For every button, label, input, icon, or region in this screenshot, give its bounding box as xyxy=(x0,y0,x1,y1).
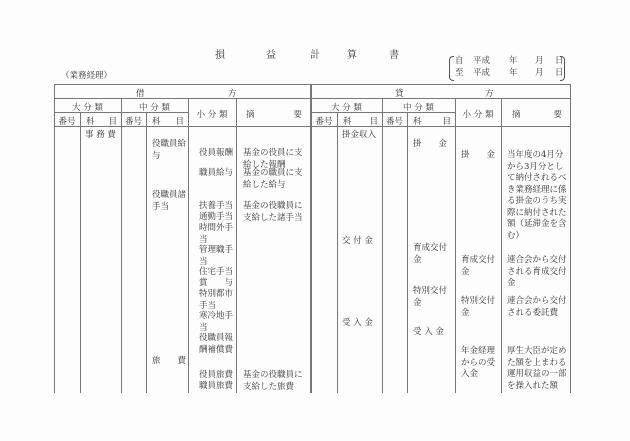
debit-small-item: 職員給与 xyxy=(199,168,234,178)
credit-mid-item: 掛 金 xyxy=(413,139,448,149)
credit-small-item: 掛 金 xyxy=(461,150,496,160)
credit-mid-item: 受 入 金 xyxy=(413,327,444,337)
period-from-label: 自 xyxy=(455,56,464,66)
period-from-day: 日 xyxy=(555,56,564,66)
credit-large-item: 受 入 金 xyxy=(342,318,373,328)
credit-small-class-header: 小 分 類 xyxy=(462,110,494,120)
debit-mid-number-header: 番号 xyxy=(124,117,142,127)
credit-mid-number-header: 番号 xyxy=(385,117,403,127)
debit-mid-item-header: 科 目 xyxy=(152,117,184,127)
debit-header-char: 方 xyxy=(228,89,237,99)
credit-summary: 連合会から交付される育成交付金 xyxy=(507,255,567,288)
period-from-month: 月 xyxy=(535,56,544,66)
credit-summary: 厚生大臣が定めた額を上まわる運用収益の一部を操入れた額 xyxy=(507,346,567,391)
credit-header-char: 方 xyxy=(485,89,494,99)
debit-summary: 基金の役職員に支給した諸手当 xyxy=(243,201,303,223)
subtitle: （業務経理） xyxy=(61,71,113,81)
debit-large-number-header: 番号 xyxy=(58,117,76,127)
debit-small-item: 賞 与 xyxy=(199,278,234,288)
title-char: 損 xyxy=(215,50,225,61)
debit-summary: 基金の役員に支給した報酬 xyxy=(243,148,303,170)
credit-mid-item-header: 科 目 xyxy=(413,117,451,127)
period-from-era: 平成 xyxy=(473,56,491,66)
period-from-year: 年 xyxy=(509,56,518,66)
debit-mid-class-header: 中 分 類 xyxy=(139,103,170,113)
debit-small-item: 役員報酬 xyxy=(199,148,234,158)
debit-mid-item: 役職員諸手当 xyxy=(152,190,187,212)
credit-mid-class-header: 中 分 類 xyxy=(403,103,434,113)
credit-large-class-header: 大 分 類 xyxy=(331,103,362,113)
debit-summary-header: 摘 要 xyxy=(246,110,302,120)
period-to-era: 平成 xyxy=(473,68,491,78)
debit-large-item: 事 務 費 xyxy=(85,130,116,140)
debit-mid-item: 役職員給与 xyxy=(152,139,187,161)
debit-small-item: 特別都市手当 xyxy=(199,289,234,311)
title-char: 益 xyxy=(266,50,276,61)
debit-small-item: 役員旅費 xyxy=(199,370,234,380)
title-char: 計 xyxy=(310,50,320,61)
credit-summary: 連合会から交付される委託費 xyxy=(507,296,567,318)
period-to-day: 日 xyxy=(555,68,564,78)
debit-mid-item: 旅 費 xyxy=(152,356,187,366)
debit-summary: 基金の役職員に支給した旅費 xyxy=(243,370,303,392)
debit-small-item: 管理職手当 xyxy=(199,245,234,267)
debit-small-item: 扶養手当 xyxy=(199,201,234,211)
credit-large-item-header: 科 目 xyxy=(343,117,378,127)
period-to-year: 年 xyxy=(509,68,518,78)
debit-small-item: 住宅手当 xyxy=(199,267,234,277)
debit-small-item: 役職員報酬補償費 xyxy=(199,333,234,355)
title-char: 算 xyxy=(347,50,357,61)
debit-large-class-header: 大 分 類 xyxy=(72,103,103,113)
debit-small-item: 職員旅費 xyxy=(199,381,234,391)
period-to-label: 至 xyxy=(455,68,464,78)
debit-small-item: 通勤手当 xyxy=(199,212,234,222)
credit-small-item: 育成交付金 xyxy=(461,255,496,277)
credit-small-item: 特別交付金 xyxy=(461,296,496,318)
debit-large-item-header: 科 目 xyxy=(86,117,117,127)
debit-small-item: 寒冷地手当 xyxy=(199,311,234,333)
debit-header-char: 借 xyxy=(136,89,145,99)
period-box xyxy=(449,55,565,81)
credit-large-number-header: 番号 xyxy=(315,117,333,127)
credit-mid-item: 特別交付金 xyxy=(413,286,448,308)
title-char: 書 xyxy=(389,50,399,61)
credit-large-item: 交 付 金 xyxy=(342,236,373,246)
credit-small-item: 年金経理からの受入金 xyxy=(461,346,496,379)
credit-summary-header: 摘 要 xyxy=(512,110,562,120)
credit-header-char: 貸 xyxy=(395,89,404,99)
debit-small-class-header: 小 分 類 xyxy=(196,110,228,120)
credit-large-item: 掛金収入 xyxy=(342,130,377,140)
debit-summary: 基金の職員に支給した給与 xyxy=(243,168,303,190)
credit-mid-item: 育成交付金 xyxy=(413,243,448,265)
period-to-month: 月 xyxy=(535,68,544,78)
debit-small-item: 時間外手当 xyxy=(199,223,234,245)
bracket-left xyxy=(449,56,454,81)
credit-summary: 当年度の4月分から3月分として納付されるべき業務経理に係る掛金のうち実際に納付された額（延滞金を含む） xyxy=(507,150,567,241)
